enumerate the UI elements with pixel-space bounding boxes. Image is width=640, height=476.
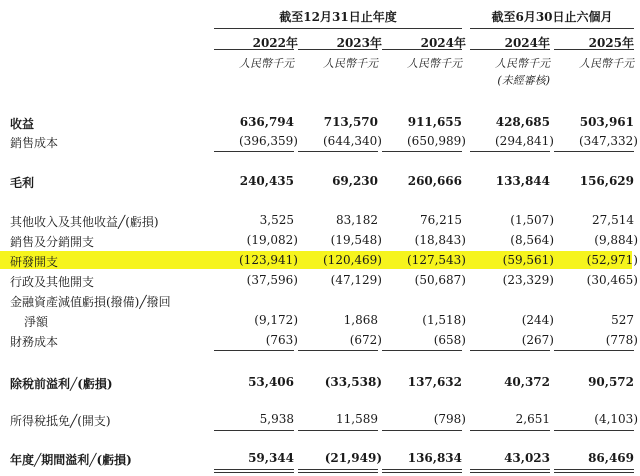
- row-label: 除稅前溢利╱(虧損): [10, 377, 113, 391]
- header-unit: 人民幣千元: [323, 57, 378, 70]
- subtotal-rule: [214, 151, 294, 152]
- cell-2023: (672): [349, 333, 382, 347]
- cell-2023: (19,548): [330, 233, 382, 247]
- row-pretax-profit: [0, 373, 640, 391]
- row-label: 收益: [10, 117, 35, 131]
- cell-2022: 3,525: [259, 213, 294, 227]
- subtotal-rule: [554, 350, 634, 351]
- row-impairment-net: [0, 311, 640, 329]
- row-admin-expenses: [0, 271, 640, 289]
- row-income-tax: [0, 410, 640, 428]
- header-unaudited: (未經審核): [497, 74, 550, 87]
- cell-2024-h1: (23,329): [502, 273, 554, 287]
- cell-2024-h1: (294,841): [495, 134, 554, 148]
- subtotal-rule: [382, 350, 462, 351]
- total-double-rule: [382, 469, 462, 473]
- subtotal-rule: [470, 151, 550, 152]
- header-year-2023: 2023年: [336, 36, 382, 50]
- cell-2024-h1: (267): [521, 333, 554, 347]
- header-group-annual: 截至12月31日止年度: [279, 10, 397, 24]
- subtotal-rule: [554, 151, 634, 152]
- cell-2023: 83,182: [336, 213, 378, 227]
- header-unit: 人民幣千元: [579, 57, 634, 70]
- cell-2024: (127,543): [407, 253, 466, 267]
- row-cost-of-sales: [0, 132, 640, 150]
- cell-2023: (120,469): [323, 253, 382, 267]
- row-rd-expenses: [0, 251, 640, 269]
- subtotal-rule: [382, 151, 462, 152]
- cell-2022: 5,938: [259, 412, 294, 426]
- cell-2025-h1: 27,514: [592, 213, 634, 227]
- subtotal-rule: [214, 350, 294, 351]
- row-label: 銷售及分銷開支: [10, 235, 95, 249]
- cell-2022: 53,406: [248, 375, 294, 389]
- header-year-2025-interim: 2025年: [588, 36, 634, 50]
- header-group-annual-rule: [214, 28, 462, 29]
- cell-2022: (19,082): [246, 233, 298, 247]
- cell-2022: (396,359): [239, 134, 298, 148]
- header-year-2022: 2022年: [252, 36, 298, 50]
- cell-2024-h1: (59,561): [502, 253, 554, 267]
- cell-2024: (50,687): [414, 273, 466, 287]
- cell-2025-h1: 527: [611, 313, 634, 327]
- cell-2025-h1: 86,469: [588, 451, 634, 465]
- cell-2024: (1,518): [422, 313, 466, 327]
- header-group-interim-rule: [470, 28, 634, 29]
- year-rule: [554, 49, 634, 50]
- cell-2023: (33,538): [324, 375, 382, 389]
- cell-2023: (21,949): [324, 451, 382, 465]
- row-impairment: [0, 291, 640, 309]
- cell-2024: (650,989): [407, 134, 466, 148]
- year-rule: [382, 49, 462, 50]
- row-gross-profit: [0, 172, 640, 190]
- row-label-continued: 淨額: [24, 315, 49, 329]
- row-label: 財務成本: [10, 335, 59, 349]
- cell-2022: (123,941): [239, 253, 298, 267]
- subtotal-rule: [470, 350, 550, 351]
- row-revenue: [0, 113, 640, 131]
- row-label: 研發開支: [10, 255, 59, 269]
- row-label: 行政及其他開支: [10, 275, 95, 289]
- total-double-rule: [298, 469, 378, 473]
- cell-2024: 137,632: [407, 375, 462, 389]
- cell-2024: (798): [433, 412, 466, 426]
- subtotal-rule: [554, 430, 634, 431]
- cell-2022: (763): [265, 333, 298, 347]
- cell-2024: 76,215: [420, 213, 462, 227]
- row-label: 金融資產減值虧損(撥備)╱撥回: [10, 295, 171, 309]
- cell-2025-h1: (347,332): [579, 134, 638, 148]
- cell-2024-h1: (1,507): [510, 213, 554, 227]
- header-year-2024: 2024年: [420, 36, 466, 50]
- row-label: 銷售成本: [10, 136, 59, 150]
- cell-2025-h1: 156,629: [579, 174, 634, 188]
- cell-2023: 713,570: [323, 115, 378, 129]
- cell-2022: 636,794: [239, 115, 294, 129]
- cell-2024: 911,655: [407, 115, 462, 129]
- cell-2022: 240,435: [239, 174, 294, 188]
- cell-2024-h1: 428,685: [495, 115, 550, 129]
- cell-2025-h1: 503,961: [579, 115, 634, 129]
- subtotal-rule: [382, 430, 462, 431]
- cell-2025-h1: 90,572: [588, 375, 634, 389]
- cell-2024: (658): [433, 333, 466, 347]
- cell-2024-h1: 133,844: [495, 174, 550, 188]
- row-finance-costs: [0, 331, 640, 349]
- cell-2024-h1: (244): [521, 313, 554, 327]
- cell-2022: (37,596): [246, 273, 298, 287]
- cell-2023: (47,129): [330, 273, 382, 287]
- cell-2022: 59,344: [248, 451, 294, 465]
- cell-2025-h1: (4,103): [594, 412, 638, 426]
- row-label: 毛利: [10, 176, 35, 190]
- cell-2024-h1: (8,564): [510, 233, 554, 247]
- header-unit: 人民幣千元: [407, 57, 462, 70]
- cell-2023: 69,230: [332, 174, 378, 188]
- header-group-interim: 截至6月30日止六個月: [491, 10, 613, 24]
- row-other-income: [0, 211, 640, 229]
- cell-2025-h1: (9,884): [594, 233, 638, 247]
- subtotal-rule: [298, 430, 378, 431]
- cell-2023: 11,589: [336, 412, 378, 426]
- total-double-rule: [470, 469, 550, 473]
- subtotal-rule: [214, 430, 294, 431]
- subtotal-rule: [298, 350, 378, 351]
- row-label: 所得稅抵免╱(開支): [10, 414, 111, 428]
- row-label: 年度╱期間溢利╱(虧損): [10, 453, 132, 467]
- year-rule: [298, 49, 378, 50]
- header-unit: 人民幣千元: [495, 57, 550, 70]
- cell-2025-h1: (30,465): [586, 273, 638, 287]
- cell-2025-h1: (52,971): [586, 253, 638, 267]
- row-selling-expenses: [0, 231, 640, 249]
- subtotal-rule: [298, 151, 378, 152]
- header-year-2024-interim: 2024年: [504, 36, 550, 50]
- year-rule: [470, 49, 550, 50]
- cell-2022: (9,172): [254, 313, 298, 327]
- cell-2024-h1: 43,023: [504, 451, 550, 465]
- year-rule: [214, 49, 294, 50]
- cell-2024: 260,666: [407, 174, 462, 188]
- header-unit: 人民幣千元: [239, 57, 294, 70]
- cell-2024: (18,843): [414, 233, 466, 247]
- cell-2023: (644,340): [323, 134, 382, 148]
- row-net-profit: [0, 449, 640, 467]
- cell-2024-h1: 40,372: [504, 375, 550, 389]
- total-double-rule: [554, 469, 634, 473]
- total-double-rule: [214, 469, 294, 473]
- cell-2024-h1: 2,651: [515, 412, 550, 426]
- cell-2023: 1,868: [343, 313, 378, 327]
- subtotal-rule: [470, 430, 550, 431]
- cell-2025-h1: (778): [605, 333, 638, 347]
- row-label: 其他收入及其他收益╱(虧損): [10, 215, 159, 229]
- cell-2024: 136,834: [407, 451, 462, 465]
